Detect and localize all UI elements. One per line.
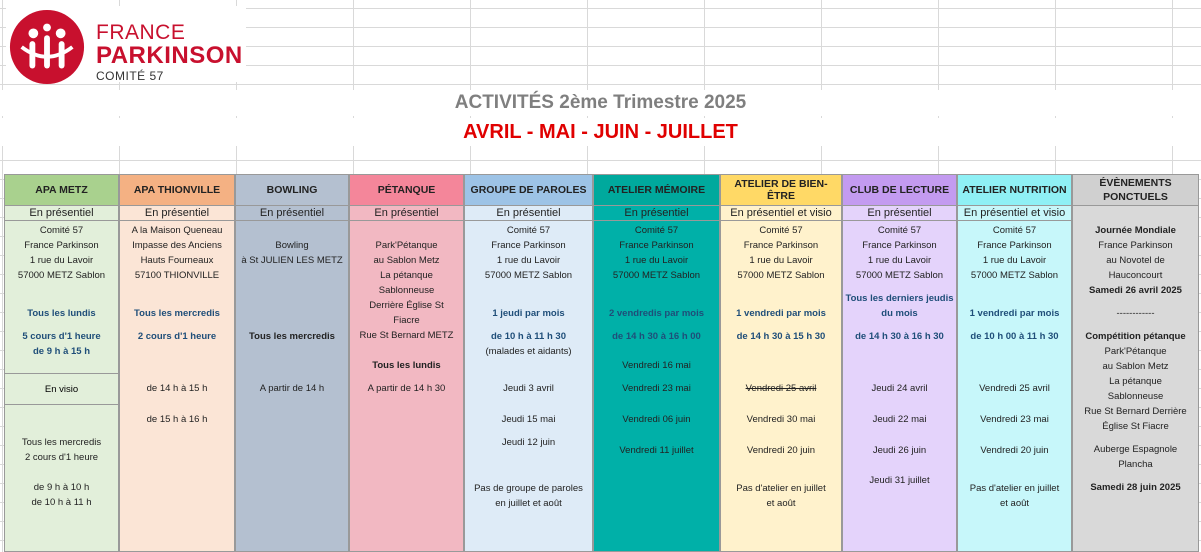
date-2: Vendredi 23 mai bbox=[622, 383, 691, 394]
event-2-line: Park'Pétanque bbox=[1104, 346, 1167, 357]
logo-line-france: FRANCE bbox=[96, 21, 186, 44]
hours-1: A partir de 14 h 30 bbox=[367, 383, 446, 394]
column-apa-metz bbox=[4, 174, 119, 552]
schedule-day: 1 jeudi par mois bbox=[492, 308, 565, 319]
address-line: Comité 57 bbox=[506, 225, 551, 236]
column-header: CLUB DE LECTURE bbox=[843, 174, 956, 206]
schedule-hours: de 10 h à 11 h 30 bbox=[491, 331, 566, 342]
address-line: Sablonneuse bbox=[378, 285, 435, 296]
address-line: A la Maison Queneau bbox=[131, 225, 223, 236]
address-line: 1 rue du Lavoir bbox=[624, 255, 689, 266]
date-1: Vendredi 16 mai bbox=[622, 360, 691, 371]
column-groupe-de-paroles bbox=[464, 174, 593, 552]
event-1-line: au Novotel de bbox=[1106, 255, 1165, 266]
address-line: Impasse des Anciens bbox=[132, 240, 222, 251]
address-line: Park'Pétanque bbox=[375, 240, 438, 251]
event-2-line: au Sablon Metz bbox=[1102, 361, 1169, 372]
schedule-day: Tous les mercredis bbox=[249, 331, 335, 342]
column-header: ATELIER DE BIEN-ÊTRE bbox=[721, 174, 841, 206]
schedule-day: Tous les mercredis bbox=[134, 308, 220, 319]
date-3: Jeudi 26 juin bbox=[872, 445, 927, 456]
event-2-line: Rue St Bernard Derrière bbox=[1084, 406, 1187, 417]
date-2: Jeudi 15 mai bbox=[501, 414, 556, 425]
column-bowling bbox=[235, 174, 349, 552]
note-line-2: en juillet et août bbox=[495, 498, 562, 509]
date-4: Jeudi 31 juillet bbox=[869, 475, 930, 486]
schedule-day: Tous les lundis bbox=[27, 308, 96, 319]
visio-hours-1: de 9 h à 10 h bbox=[33, 482, 90, 493]
note-line-1: Pas d'atelier en juillet bbox=[736, 483, 826, 494]
address-line: Rue St Bernard METZ bbox=[359, 330, 454, 341]
event-1-line: Hauconcourt bbox=[1108, 270, 1163, 281]
address-line: France Parkinson bbox=[977, 240, 1052, 251]
france-parkinson-logo bbox=[6, 6, 246, 82]
event-separator: ------------ bbox=[1116, 308, 1155, 319]
address-line: Comité 57 bbox=[759, 225, 803, 236]
hours-1: A partir de 14 h bbox=[259, 383, 325, 394]
visio-day: Tous les mercredis bbox=[21, 437, 102, 448]
mode-label: En présentiel bbox=[350, 206, 463, 221]
date-2: Vendredi 30 mai bbox=[746, 414, 816, 425]
mode-label: En présentiel bbox=[5, 206, 118, 221]
france-parkinson-emblem-icon bbox=[8, 8, 86, 86]
address-line: 1 rue du Lavoir bbox=[982, 255, 1047, 266]
event-2-line: La pétanque bbox=[1109, 376, 1162, 387]
schedule-day: 1 vendredi par mois bbox=[736, 308, 826, 319]
address-line: France Parkinson bbox=[491, 240, 566, 251]
hours-1: de 14 h à 15 h bbox=[146, 383, 208, 394]
page-title: ACTIVITÉS 2ème Trimestre 2025 bbox=[0, 90, 1201, 116]
mode-label: En présentiel bbox=[594, 206, 719, 221]
mode-label: En présentiel et visio bbox=[958, 206, 1071, 221]
column-atelier-memoire bbox=[593, 174, 720, 552]
event-2-line: Église St Fiacre bbox=[1102, 421, 1169, 432]
event-2-line: Sablonneuse bbox=[1107, 391, 1164, 402]
schedule-day: Tous les derniers jeudis bbox=[845, 293, 954, 304]
event-1-line: France Parkinson bbox=[1098, 240, 1173, 251]
address-line: France Parkinson bbox=[862, 240, 937, 251]
address-line: Comité 57 bbox=[992, 225, 1037, 236]
date-4: Vendredi 11 juillet bbox=[619, 445, 694, 456]
date-1: Vendredi 25 avril bbox=[979, 383, 1050, 394]
column-header: GROUPE DE PAROLES bbox=[465, 174, 592, 206]
column-header: ÉVÈNEMENTS bbox=[1099, 177, 1172, 189]
schedule-hours: de 14 h 30 à 16 h 30 bbox=[855, 331, 944, 342]
date-2: Jeudi 22 mai bbox=[872, 414, 927, 425]
schedule-hours: de 10 h 00 à 11 h 30 bbox=[970, 331, 1059, 342]
event-1-title: Journée Mondiale bbox=[1095, 225, 1176, 236]
column-atelier-nutrition bbox=[957, 174, 1072, 552]
address-line: 57000 METZ Sablon bbox=[484, 270, 573, 281]
mode-label: En présentiel bbox=[843, 206, 956, 221]
column-header: PÉTANQUE bbox=[350, 174, 463, 206]
column-header: ATELIER MÉMOIRE bbox=[594, 174, 719, 206]
address-line: Comité 57 bbox=[39, 225, 84, 236]
date-1: Jeudi 24 avril bbox=[871, 383, 928, 394]
schedule-day-2: du mois bbox=[881, 308, 918, 319]
address-line: 1 rue du Lavoir bbox=[749, 255, 813, 266]
schedule-hours: de 14 h 30 à 16 h 00 bbox=[612, 331, 701, 342]
date-3: Jeudi 12 juin bbox=[501, 437, 556, 448]
note-line-1: Pas d'atelier en juillet bbox=[969, 483, 1060, 494]
date-3: Vendredi 20 juin bbox=[746, 445, 816, 456]
column-evenements-ponctuels bbox=[1072, 174, 1199, 552]
date-1-cancelled: Vendredi 25 avril bbox=[745, 383, 817, 394]
address-line: France Parkinson bbox=[619, 240, 694, 251]
visio-hours-2: de 10 h à 11 h bbox=[31, 497, 92, 508]
note-line-1: Pas de groupe de paroles bbox=[474, 483, 583, 494]
address-line: Comité 57 bbox=[877, 225, 922, 236]
column-club-de-lecture bbox=[842, 174, 957, 552]
note-line-2: et août bbox=[766, 498, 796, 509]
address-line: 1 rue du Lavoir bbox=[496, 255, 561, 266]
address-line: 57100 THIONVILLE bbox=[134, 270, 220, 281]
mode-label: En présentiel bbox=[236, 206, 348, 221]
visio-label: En visio bbox=[5, 373, 118, 405]
address-line: 57000 METZ Sablon bbox=[612, 270, 701, 281]
date-3: Vendredi 06 juin bbox=[622, 414, 691, 425]
schedule-hours: de 14 h 30 à 15 h 30 bbox=[736, 331, 826, 342]
schedule-note: (malades et aidants) bbox=[485, 346, 572, 357]
column-apa-thionville bbox=[119, 174, 235, 552]
address-line: 57000 METZ Sablon bbox=[17, 270, 106, 281]
column-header-2: PONCTUELS bbox=[1103, 191, 1168, 203]
mode-label: En présentiel et visio bbox=[721, 206, 841, 221]
schedule-hours: de 9 h à 15 h bbox=[32, 346, 91, 357]
address-line: 1 rue du Lavoir bbox=[29, 255, 94, 266]
column-header: ATELIER NUTRITION bbox=[958, 174, 1071, 206]
address-line: France Parkinson bbox=[743, 240, 819, 251]
date-2: Vendredi 23 mai bbox=[980, 414, 1049, 425]
schedule-detail: 2 cours d'1 heure bbox=[137, 331, 217, 342]
date-1: Jeudi 3 avril bbox=[503, 383, 554, 394]
address-line: La pétanque bbox=[380, 270, 433, 281]
page-subtitle: AVRIL - MAI - JUIN - JUILLET bbox=[0, 118, 1201, 146]
event-2-line: Plancha bbox=[1118, 459, 1153, 470]
address-line: Fiacre bbox=[393, 315, 420, 326]
event-1-date: Samedi 26 avril 2025 bbox=[1089, 285, 1182, 296]
schedule-day: 2 vendredis par mois bbox=[608, 308, 705, 319]
address-line: Derrière Église St bbox=[369, 300, 444, 311]
logo-line-comite: COMITÉ 57 bbox=[96, 69, 164, 83]
address-line: France Parkinson bbox=[24, 240, 99, 251]
column-header: BOWLING bbox=[236, 174, 348, 206]
visio-detail: 2 cours d'1 heure bbox=[24, 452, 99, 463]
mode-label: En présentiel bbox=[120, 206, 234, 221]
schedule-detail: 5 cours d'1 heure bbox=[22, 331, 101, 342]
note-line-2: et août bbox=[999, 498, 1030, 509]
address-line: 57000 METZ Sablon bbox=[970, 270, 1059, 281]
schedule-day: Tous les lundis bbox=[372, 360, 441, 371]
column-header: APA THIONVILLE bbox=[120, 174, 234, 206]
event-2-date: Samedi 28 juin 2025 bbox=[1090, 482, 1181, 493]
address-line: 1 rue du Lavoir bbox=[867, 255, 932, 266]
address-line: Hauts Fourneaux bbox=[140, 255, 214, 266]
logo-line-parkinson: PARKINSON bbox=[96, 42, 243, 69]
address-line: au Sablon Metz bbox=[373, 255, 440, 266]
address-line: à St JULIEN LES METZ bbox=[241, 255, 343, 266]
mode-label: En présentiel bbox=[465, 206, 592, 221]
address-line: Bowling bbox=[275, 240, 309, 251]
date-3: Vendredi 20 juin bbox=[980, 445, 1049, 456]
column-petanque bbox=[349, 174, 464, 552]
event-2-line: Auberge Espagnole bbox=[1093, 444, 1178, 455]
address-line: 57000 METZ Sablon bbox=[855, 270, 944, 281]
column-header: APA METZ bbox=[5, 174, 118, 206]
address-line: Comité 57 bbox=[634, 225, 679, 236]
address-line: 57000 METZ Sablon bbox=[737, 270, 825, 281]
schedule-day: 1 vendredi par mois bbox=[969, 308, 1060, 319]
event-2-title: Compétition pétanque bbox=[1085, 331, 1186, 342]
hours-2: de 15 h à 16 h bbox=[146, 414, 208, 425]
column-atelier-bien-etre bbox=[720, 174, 842, 552]
